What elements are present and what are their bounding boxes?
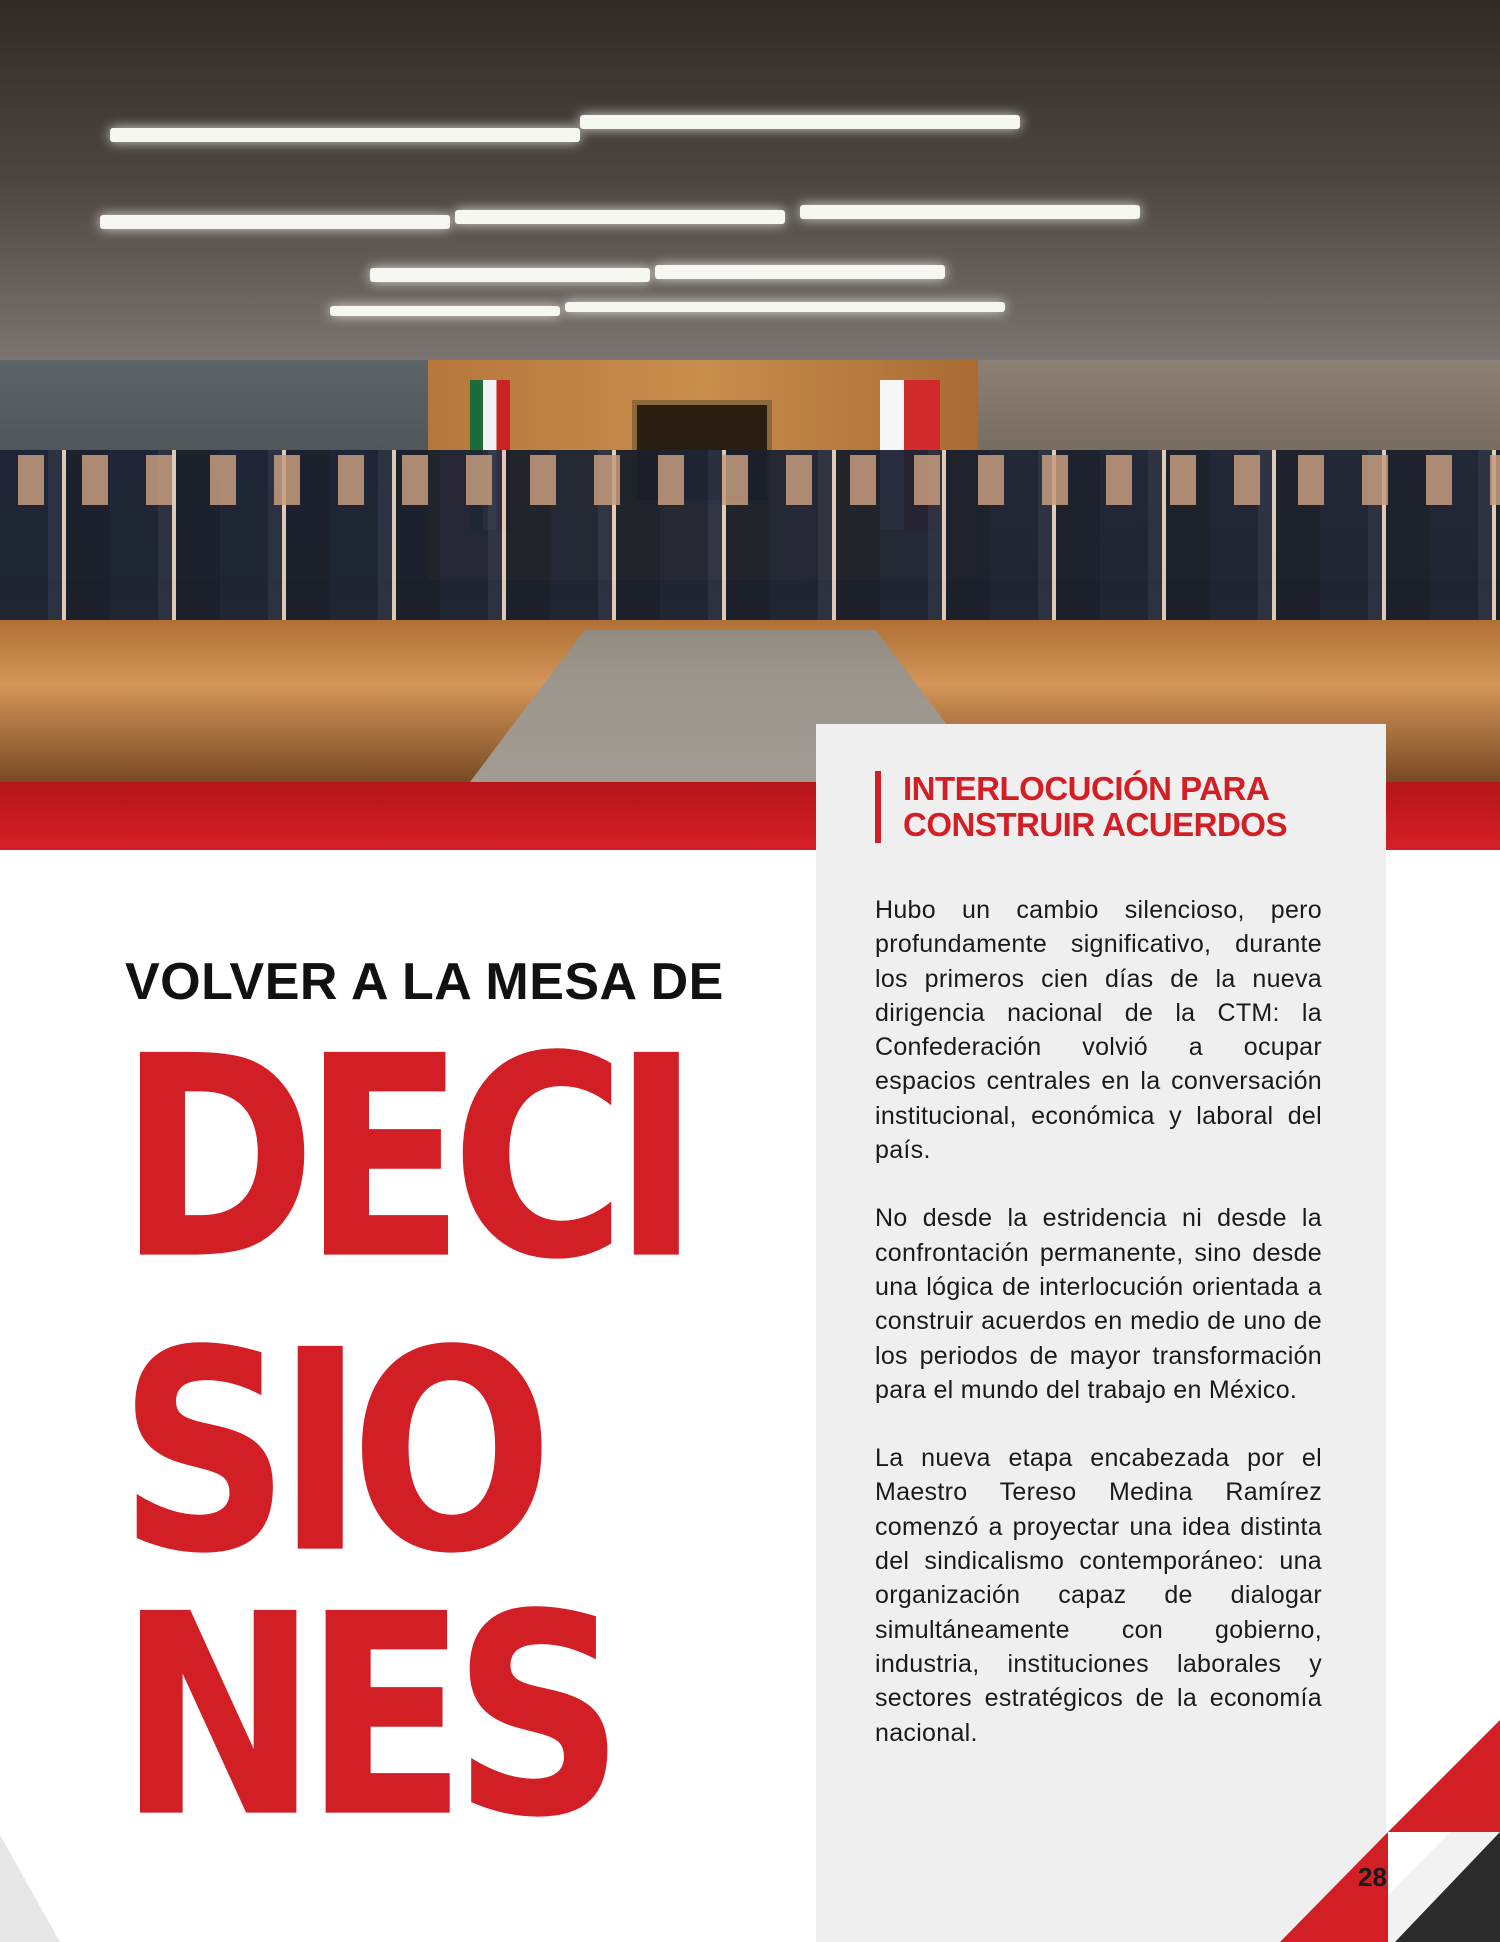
corner-decoration: [1280, 1720, 1500, 1942]
ceiling-light: [110, 128, 580, 142]
group-heads: [0, 455, 1500, 505]
ceiling-light: [565, 302, 1005, 312]
sidebar-heading: [875, 771, 1383, 843]
page-number: 28: [1358, 1862, 1387, 1892]
ceiling-light: [580, 115, 1020, 129]
ceiling-light: [330, 306, 560, 316]
paragraph: No desde la estridencia ni desde la confrontación permanente, sino desde una lógica de interlocución orientada a construir acuerdos en medio de uno de los periodos de mayor transformación para el mundo del trabajo en México.: [875, 1204, 1322, 1404]
ceiling-light: [455, 210, 785, 224]
ceiling-light: [800, 205, 1140, 219]
ceiling-light: [655, 265, 945, 279]
corner-triangle-left: [0, 1835, 60, 1942]
ceiling-light: [100, 215, 450, 229]
headline-line-3: NES: [118, 1554, 611, 1879]
headline-line-1: DECI: [118, 996, 687, 1321]
header-photo: [0, 0, 1500, 782]
sidebar-heading-line1: INTERLOCUCIÓN PARA: [903, 770, 1270, 807]
paragraph: La nueva etapa encabezada por el Maestro Tereso Medina Ramírez comenzó a proyectar una idea distinta del sindicalismo contemporáneo: una organización capaz de dialogar simultáneamente con gobierno, industria, instituciones laborales y sectores estratégicos de la economía nacional.: [875, 1444, 1322, 1747]
sidebar-body: [875, 893, 1322, 1784]
ceiling-light: [370, 268, 650, 282]
sidebar-heading-line2: CONSTRUIR ACUERDOS: [903, 806, 1287, 843]
headline-line-2: SIO: [118, 1290, 539, 1615]
headline-kicker: VOLVER A LA MESA DE: [125, 953, 724, 1011]
paragraph: Hubo un cambio silencioso, pero profundamente significativo, durante los primeros cien días de la nueva dirigencia nacional de la CTM: la Confederación volvió a ocupar espacios centrales en la conversación institucional, económica y laboral del país.: [875, 896, 1322, 1165]
